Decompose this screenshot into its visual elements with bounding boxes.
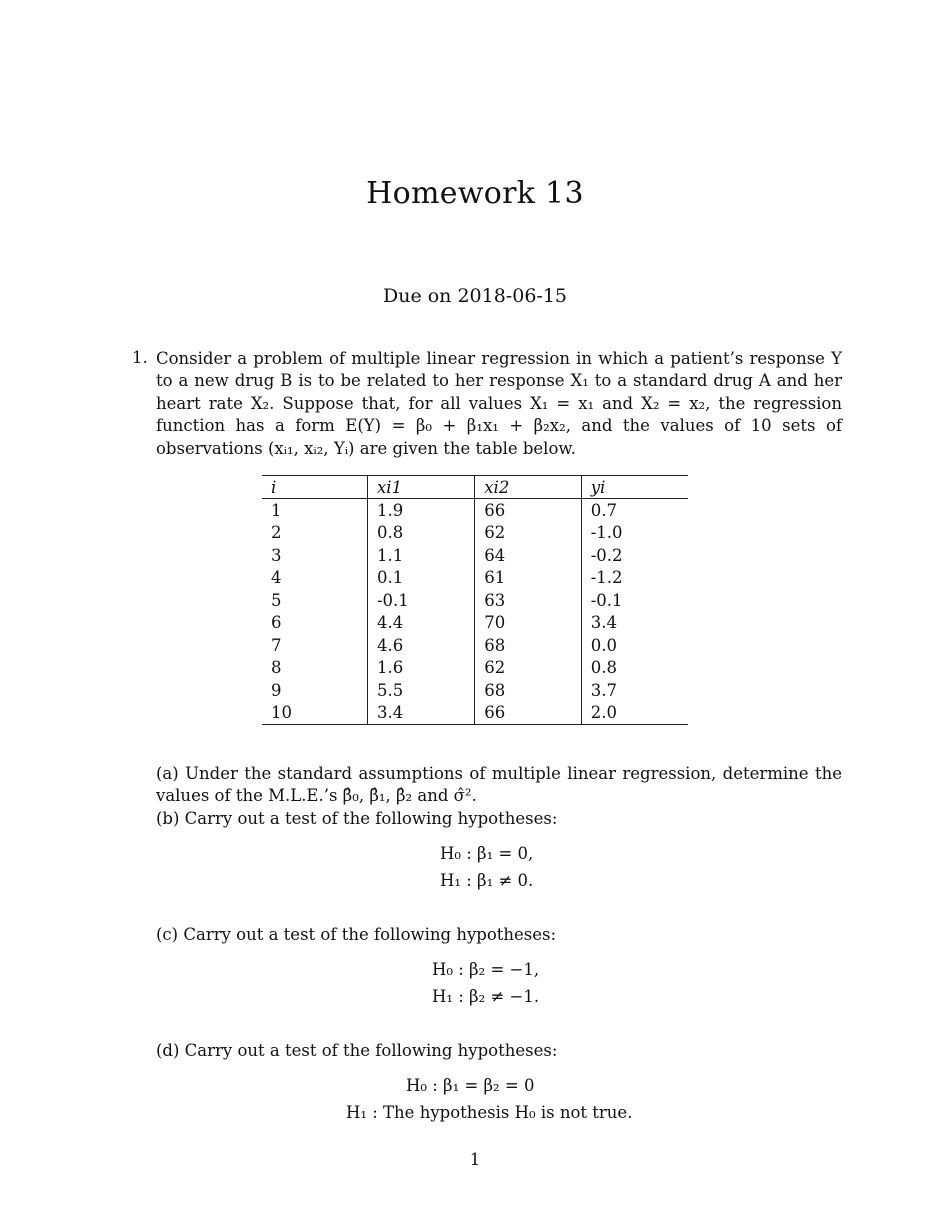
table-row [262, 499, 688, 522]
table-row [262, 544, 688, 567]
table-cell: 8 [271, 658, 282, 678]
table-row [262, 567, 688, 590]
problem-statement: Consider a problem of multiple linear regression in which a patient’s response Y to a new drug B is to be related to her response X₁ to a standard drug A and her heart rate X₂. Suppose that, for all values X₁ = x₁ and X₂ = x₂, the regression function has a form E(Y) = β₀ + β₁x₁ + β₂x₂, and the values of 10 sets of observations (xᵢ₁, xᵢ₂, Yᵢ) are given the table below. [156, 349, 842, 458]
table-cell: 1.1 [367, 544, 474, 567]
table-cell: 62 [475, 657, 581, 680]
problem-number: 1. [132, 348, 148, 367]
table-cell: 0.8 [581, 657, 688, 680]
table-cell: 0.8 [367, 522, 474, 545]
table-cell: 6 [271, 613, 282, 633]
part-d: (d) Carry out a test of the following hypotheses: [156, 1041, 558, 1060]
table-header-row [262, 476, 688, 499]
table-cell: 10 [271, 703, 292, 723]
table-row [262, 612, 688, 635]
table-row [262, 634, 688, 657]
table-cell: 5.5 [367, 679, 474, 702]
table-row [262, 657, 688, 680]
table-cell: 1.9 [367, 499, 474, 522]
table-cell: 4.4 [367, 612, 474, 635]
table-cell: 0.0 [581, 634, 688, 657]
equation-b-h0: H₀ : β₁ = 0, [440, 844, 534, 863]
table-cell: 3.7 [581, 679, 688, 702]
table-cell: -1.0 [581, 522, 688, 545]
table-cell: 68 [475, 634, 581, 657]
table-cell: -0.1 [581, 589, 688, 612]
table-cell: 4.6 [367, 634, 474, 657]
part-c: (c) Carry out a test of the following hypotheses: [156, 925, 557, 944]
equation-c-h1: H₁ : β₂ ≠ −1. [432, 987, 540, 1006]
table-cell: 3.4 [581, 612, 688, 635]
header-yi: yi [581, 476, 688, 499]
equation-c-h0: H₀ : β₂ = −1, [432, 960, 540, 979]
table-row [262, 589, 688, 612]
table-cell: 0.7 [581, 499, 688, 522]
table-cell: 63 [475, 589, 581, 612]
table-body [262, 499, 688, 725]
table-cell: 66 [475, 499, 581, 522]
table-row [262, 679, 688, 702]
observations-table [262, 475, 688, 725]
table-cell: 7 [271, 635, 282, 655]
equation-d-h1: H₁ : The hypothesis H₀ is not true. [346, 1103, 633, 1122]
table-cell: 0.1 [367, 567, 474, 590]
table-cell: 66 [475, 702, 581, 725]
table-cell: 3.4 [367, 702, 474, 725]
table-cell: 2.0 [581, 702, 688, 725]
table-cell: 2 [271, 523, 282, 543]
table-cell: 3 [271, 545, 282, 565]
table-cell: -0.2 [581, 544, 688, 567]
table-row [262, 522, 688, 545]
table-cell: -0.1 [367, 589, 474, 612]
table-cell: 5 [271, 590, 282, 610]
header-xi2: xi2 [475, 476, 581, 499]
document-title: Homework 13 [366, 176, 584, 211]
due-date: Due on 2018-06-15 [382, 285, 568, 307]
table-cell: 62 [475, 522, 581, 545]
table-row [262, 702, 688, 725]
table-cell: 68 [475, 679, 581, 702]
header-xi1: xi1 [367, 476, 474, 499]
part-a: (a) Under the standard assumptions of multiple linear regression, determine the values of the M.L.E.’s β̂₀, β̂₁, β̂₂ and σ̂². [156, 764, 842, 806]
table-cell: 64 [475, 544, 581, 567]
table-cell: 4 [271, 568, 282, 588]
table-cell: 1 [271, 500, 282, 520]
table-cell: 1.6 [367, 657, 474, 680]
header-i: i [262, 476, 367, 499]
part-b: (b) Carry out a test of the following hypotheses: [156, 809, 558, 828]
equation-d-h0: H₀ : β₁ = β₂ = 0 [406, 1076, 535, 1095]
page-number: 1 [469, 1150, 481, 1169]
table-cell: -1.2 [581, 567, 688, 590]
table-cell: 61 [475, 567, 581, 590]
equation-b-h1: H₁ : β₁ ≠ 0. [440, 871, 534, 890]
table-cell: 70 [475, 612, 581, 635]
table-cell: 9 [271, 680, 282, 700]
